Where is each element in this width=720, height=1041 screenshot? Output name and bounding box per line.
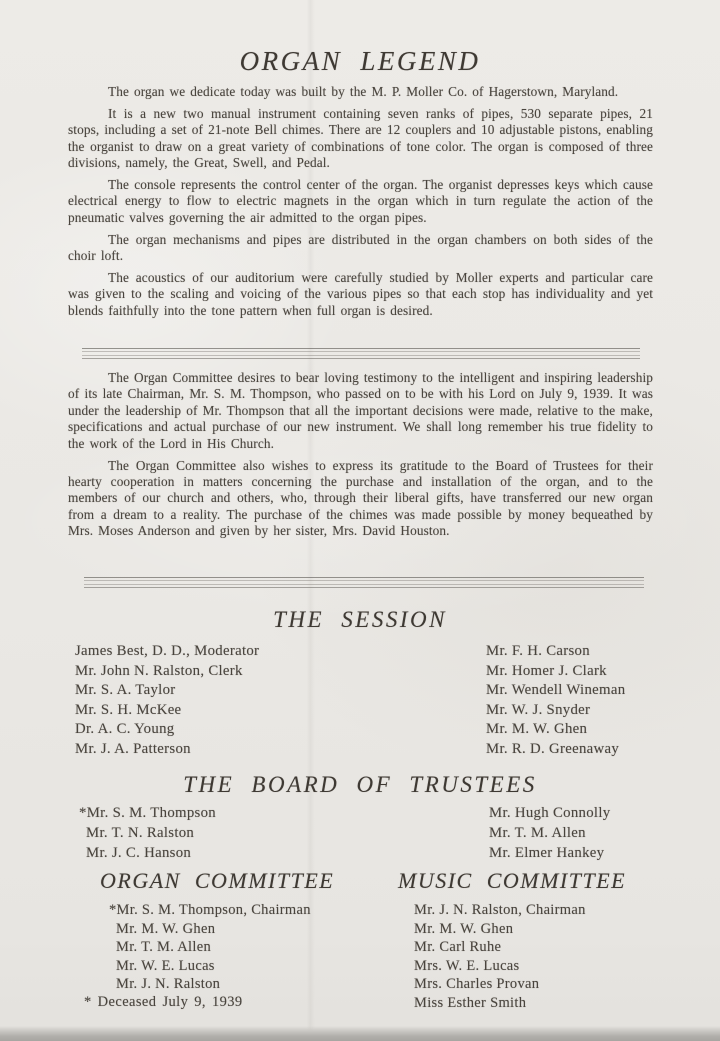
- legend-paragraph: It is a new two manual instrument containing seven ranks of pipes, 530 separate pipes, 21 stops, including a set of 21-note Bell chimes. There are 12 couplers and 10 adjustable pistons, enabling the organist to draw on a great variety of combinations of tone color. The organ is composed of three divisions, namely, the Great, Swell, and Pedal.: [68, 105, 653, 171]
- session-member: Mr. S. H. McKee: [75, 701, 182, 718]
- session-member: Mr. R. D. Greenaway: [486, 740, 620, 757]
- tribute-text: [68, 370, 653, 545]
- session-member: Mr. S. A. Taylor: [75, 682, 176, 699]
- trustee-member: Mr. J. C. Hanson: [86, 845, 192, 862]
- committee-member: Mr. M. W. Ghen: [414, 920, 514, 937]
- organ-committee-list: [109, 901, 334, 994]
- trustees-list-right: [489, 803, 610, 864]
- tribute-paragraph: The Organ Committee also wishes to express its gratitude to the Board of Trustees for their hearty cooperation in matters concerning the purchase and installation of the organ, and to the members of our church and others, who, through their liberal gifts, have transferred our new organ from a dream to a reality. The purchase of the chimes was made possible by money bequeathed by Mrs. Moses Anderson and given by her sister, Mrs. David Houston.: [68, 457, 653, 539]
- session-list-right: [486, 642, 625, 760]
- legend-paragraph: The console represents the control center of the organ. The organist depresses keys which cause electrical energy to flow to electric magnets in the organ which in turn regulate the action of the pneumatic valves governing the air admitted to the organ pipes.: [68, 177, 653, 225]
- divider-rule: [82, 348, 640, 359]
- committee-member: Mr. Carl Ruhe: [414, 939, 502, 955]
- divider-rule: [84, 577, 644, 588]
- committee-member: Mr. T. M. Allen: [116, 939, 211, 955]
- session-member: Mr. Wendell Wineman: [486, 682, 626, 699]
- committee-member: Mrs. Charles Provan: [414, 976, 540, 992]
- committee-member: Mrs. W. E. Lucas: [414, 957, 520, 974]
- page-bottom-shadow: [0, 1026, 720, 1041]
- session-member: Mr. M. W. Ghen: [486, 721, 588, 738]
- committee-member: Mr. J. N. Ralston, Chairman: [414, 902, 586, 918]
- session-member: James Best, D. D., Moderator: [75, 643, 260, 659]
- session-title: THE SESSION: [273, 607, 447, 632]
- trustee-member: Mr. T. M. Allen: [489, 825, 586, 842]
- committee-member: *Mr. S. M. Thompson, Chairman: [109, 902, 311, 918]
- legend-paragraph: The organ we dedicate today was built by the M. P. Moller Co. of Hagerstown, Maryland.: [108, 84, 619, 99]
- music-committee-title: MUSIC COMMITTEE: [398, 868, 627, 893]
- tribute-paragraph: The Organ Committee desires to bear loving testimony to the intelligent and inspiring leadership of its late Chairman, Mr. S. M. Thompson, who passed on to be with his Lord on July 9, 1939. It was under the leadership of Mr. Thompson that all the important decisions were made, relative to the make, specifications and actual purchase of our new instrument. We shall long remember his true fidelity to the work of the Lord in His Church.: [68, 370, 653, 451]
- committee-member: Mr. M. W. Ghen: [116, 920, 216, 937]
- committee-member: Miss Esther Smith: [414, 994, 527, 1011]
- session-member: Mr. J. A. Patterson: [75, 740, 191, 757]
- trustees-title: THE BOARD OF TRUSTEES: [183, 772, 537, 797]
- trustee-member: *Mr. S. M. Thompson: [79, 805, 216, 821]
- trustee-member: Mr. Hugh Connolly: [489, 805, 611, 821]
- trustees-list-left: [79, 803, 216, 864]
- legend-paragraph: The acoustics of our auditorium were carefully studied by Moller experts and particular care was given to the scaling and voicing of the various pipes so that each stop has individuality and yet blends faithfully into the tone pattern when full organ is desired.: [68, 270, 653, 318]
- committee-member: Mr. J. N. Ralston: [116, 976, 221, 992]
- organ-committee-title: ORGAN COMMITTEE: [100, 868, 335, 893]
- session-member: Mr. John N. Ralston, Clerk: [75, 662, 243, 679]
- session-member: Mr. Homer J. Clark: [486, 662, 607, 679]
- session-member: Mr. W. J. Snyder: [486, 701, 591, 718]
- session-list-left: [75, 642, 259, 760]
- organ-committee-section: [100, 868, 334, 994]
- music-committee-section: [398, 868, 626, 1012]
- trustee-member: Mr. Elmer Hankey: [489, 845, 605, 862]
- deceased-footnote: * Deceased July 9, 1939: [84, 994, 243, 1010]
- page-title: ORGAN LEGEND: [239, 46, 481, 76]
- session-member: Mr. F. H. Carson: [486, 643, 590, 659]
- trustee-member: Mr. T. N. Ralston: [86, 825, 195, 842]
- music-committee-list: [414, 901, 626, 1012]
- session-member: Dr. A. C. Young: [75, 721, 175, 738]
- organ-legend-text: [68, 84, 653, 325]
- legend-paragraph: The organ mechanisms and pipes are distributed in the organ chambers on both sides of the choir loft.: [68, 231, 653, 264]
- committee-member: Mr. W. E. Lucas: [116, 957, 215, 974]
